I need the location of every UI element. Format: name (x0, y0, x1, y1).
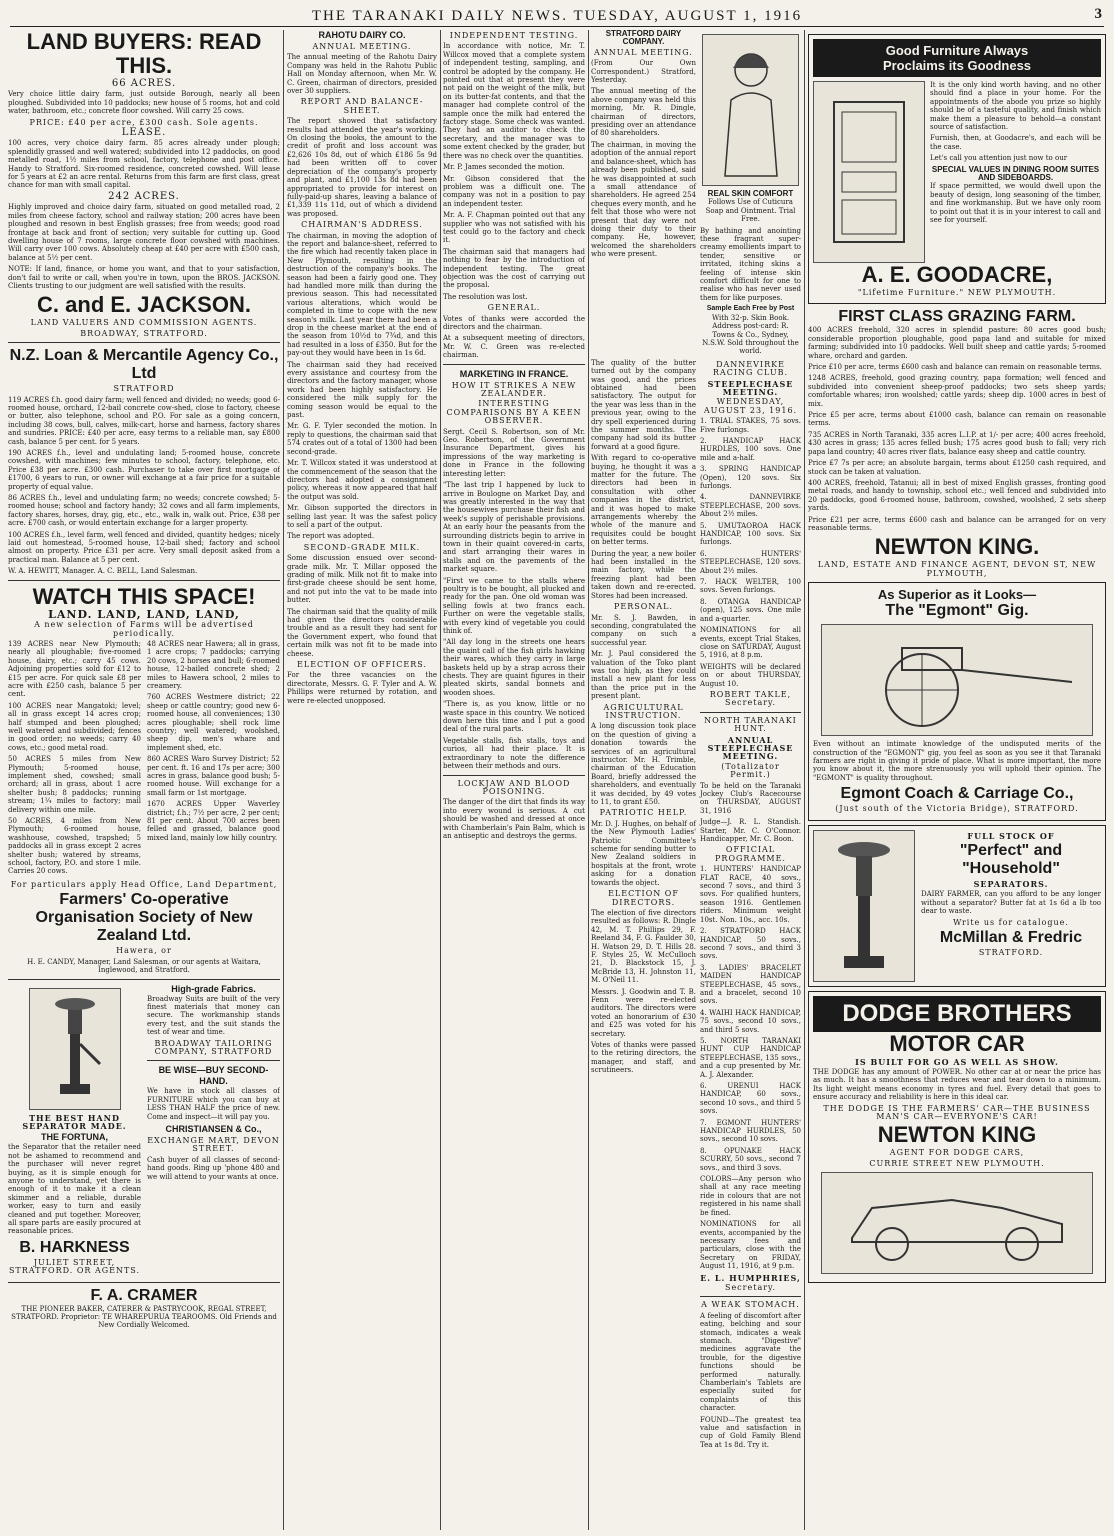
mcmillan-sub: STRATFORD. (978, 948, 1044, 958)
subheading: INDEPENDENT TESTING. (449, 31, 579, 40)
subheading: SECOND-GRADE MILK. (303, 542, 421, 552)
nz-listing-190: 190 ACRES f.h., level and undulating land; 5-roomed house, concrete cowshed, with machines; few minutes to school, factory, telephone, etc. Price £38 per acre. £300 cash. Purchaser to take over first mortgage of £1700, 6 years to run, or owner will exchange at a fair price for a suitable property of equal value. (8, 449, 280, 491)
article-paragraph: Sergt. Cecil S. Robertson, son of Mr. Geo. Robertson, of the Government Insurance Department, gives his impressions of the way marketing is done in France in the following interesting letter: (443, 427, 585, 478)
woman-illustration (702, 34, 799, 186)
article-paragraph: The chairman said that managers had nothing to fear by the introduction of independent testing. The great objection was the cost of carrying out the proposal. (443, 247, 585, 290)
weights: WEIGHTS will be declared on or about THURSDAY, August 10. (700, 662, 801, 688)
article-paragraph: In accordance with notice, Mr. T. Willcox moved that a complete system of independent testing, sampling, and control be adopted by the company. He pointed out that at present they were not paid on the weight of the milk, but on its butter-fat contents, and that the manager had complete control of the sample once the milk had entered the factory stage. Some check was wanted. They had an auditor to check the secretary, and the manager was to some extent checked by the grader, but there was no check over the quantities. (443, 42, 585, 160)
separators-ad (808, 825, 1106, 987)
article-paragraph: Votes of thanks were accorded the directors and the chairman. (443, 314, 585, 331)
jackson-address: BROADWAY, STRATFORD. (80, 328, 208, 338)
held-text: To be held on the Taranaki Jockey Club's Racecourse on THURSDAY, AUGUST 31, 1916 (700, 781, 801, 815)
fortuna-text: the Separator that the retailer need not be ashamed to recommend and the purchaser will never regret buying, as it is simple enough for anyone to understand, yet there is enough of it to make it a clean skimmer and a reliable, durable worker, easy to turn and easily cleaned and put together. Moreover, all spare parts are easily procured at reasonable prices. (8, 1143, 141, 1236)
car-icon (832, 1178, 1082, 1268)
programme-entry: 1. HUNTERS' HANDICAP FLAT RACE, 40 sovs., second 7 sovs., and third 3 sovs. For qualified hunters, season 1916. Gentlemen riders. Minimum weight 10st. Non. 10s., acc. 10s. (700, 865, 801, 924)
acres66-text: Very choice little dairy farm, just outside Borough, nearly all been ploughed. Subdivided into 10 paddocks; new house of 5 rooms, hot and cold water, bathroom, etc.; concrete floor cowshed. Will carry 25 cows. (8, 90, 280, 116)
subheading: ELECTION OF OFFICERS. (297, 660, 427, 670)
woman-portrait-icon (711, 40, 791, 180)
farm-listing: 860 ACRES Waro Survey District; 52 per cent. ft. 16 and 17s per acre; 300 acres in grass, balance good bush; 5-roomed house. Will exchange for a small farm or 1st mortgage. (147, 755, 280, 797)
gig-text: Even without an intimate knowledge of the undisputed merits of the construction of the "EGMONT" gig, you feel as soon as you see it that Taranaki farmers are right in giving it pride of place. What is more important, the more you know about it, the more strenuously you will uphold their opinion. The "EGMONT" is quality throughout. (813, 740, 1101, 782)
judge-text: Judge—J. R. L. Standish. Starter, Mr. C. O'Connor. Handicapper, Mr. C. Boon. (700, 818, 801, 844)
separator-icon (40, 994, 110, 1104)
marketing-heading: MARKETING IN FRANCE. (459, 368, 569, 379)
farmers-place: Hawera, or (116, 946, 172, 956)
farm-listing: 48 ACRES near Hawera; all in grass, 1 acre crops; 7 paddocks; carrying 20 cows, 2 horses and bull; 6-roomed house, 12-bailed concrete shed; 2 miles to Hawera school, 2 miles to creamery. (147, 639, 280, 690)
grazing-price: Price £10 per acre, terms £600 cash and balance can remain on reasonable terms. (808, 363, 1102, 372)
column-rule (804, 30, 805, 1530)
masthead (10, 6, 1104, 27)
article-paragraph: Mr. D. J. Hughes, on behalf of the New Plymouth Ladies' Patriotic Committee's scheme for sending butter to New Zealand soldiers in hospitals at the front, wrote asking for a donation towards the object. (591, 819, 696, 887)
car-illustration (821, 1172, 1093, 1274)
land-row: LAND. LAND, LAND, LAND, (48, 607, 240, 621)
land-buyers-heading: LAND BUYERS: READ THIS. (26, 30, 262, 78)
subheading: AGRICULTURAL INSTRUCTION. (603, 702, 684, 720)
article-paragraph: Mr. A. F. Chapman pointed out that any supplier who was not satisfied with his test could go to the factory and check it. (443, 211, 585, 245)
grazing-listing: 400 ACRES, freehold, Tatanui; all in best of mixed English grasses, fronting good metal roads, and handy to township, school etc.; well fenced and subdivided into 20 paddocks, good 6-roomed house, bathroom, cowshed, woolshed, 2 sets sheep yards. (808, 478, 1106, 513)
column-1 (8, 30, 280, 1530)
divider (8, 979, 280, 980)
humphries-name: E. L. HUMPHRIES, (700, 1272, 801, 1283)
race-entry: 6. HUNTERS' STEEPLECHASE, 120 sovs. About 2½ miles. (700, 549, 801, 575)
divider (8, 342, 280, 343)
column-2 (287, 30, 437, 1530)
divider (443, 775, 585, 776)
dodge-ad (808, 991, 1106, 1284)
article-paragraph: At a subsequent meeting of directors, Mr. W. C. Green was re-elected chairman. (443, 334, 585, 360)
race-entry: 8. OTANGA HANDICAP (open), 125 sovs. One mile and a-quarter. (700, 597, 801, 623)
article-paragraph: With regard to co-operative buying, he thought it was a matter for the future. The directors had been in consultation with other companies in the district, and it was hoped to make arrangements whereby the whole of the manure and requisites could be bought on better terms. (591, 454, 696, 547)
dodge-text: THE DODGE has any amount of POWER. No other car at or near the price has as much. It has a smoothness that reduces wear and tear down to a minimum. Its light weight means economy in tyres and fuel. Every detail that goes to ensure accuracy and reliability is here in this ideal car. (813, 1068, 1101, 1102)
farm-listing: 139 ACRES near New Plymouth; nearly all ploughable; five-roomed house, dairy, etc.; carry 45 cows. Adjoining properties sold for £12 to £15 per acre. For quick sale £8 per acre with £250 cash, balance 5 per cent. (8, 639, 141, 699)
col4-top (591, 30, 801, 359)
race-entry: 2. HANDICAP HACK HURDLES, 100 sovs. One mile and a-half. (700, 436, 801, 462)
stratford-heading: STRATFORD DAIRY COMPANY. (605, 30, 682, 47)
cramer-text: THE PIONEER BAKER, CATERER & PASTRYCOOK, REGAL STREET, STRATFORD. Proprietor: TE WHAREPURUA TEAROOMS. Old Friends and New Cordially Welcomed. (11, 1304, 277, 1330)
christiansen-address: EXCHANGE MART, DEVON STREET. (147, 1135, 280, 1154)
sep-text: DAIRY FARMER, can you afford to be any longer without a separator? Butter fat at 1s 6d a lb too dear to waste. (921, 890, 1101, 916)
article-paragraph: Mr. S. J. Bawden, in seconding, congratulated the company on such a successful year. (591, 613, 696, 647)
goodacre-p3: Let's call you attention just now to our (930, 154, 1068, 163)
masthead-title: THE TARANAKI DAILY NEWS. TUESDAY, AUGUST 1, 1916 (311, 7, 803, 24)
subheading: REPORT AND BALANCE-SHEET. (300, 97, 424, 115)
nominations: NOMINATIONS for all events, except Trial Stakes, close on SATURDAY, August 5, 1916, at 8 p.m. (700, 626, 801, 660)
farm-listings (8, 640, 280, 879)
divider (443, 364, 585, 365)
acres66-price: PRICE: £40 per acre, £300 cash. Sole agents. (29, 117, 259, 127)
goodacre-tagline: "Lifetime Furniture." NEW PLYMOUTH. (857, 288, 1057, 297)
grazing-price: Price £21 per acre, terms £600 cash and balance can be arranged for on very reasonable terms. (808, 515, 1106, 532)
bottom-ads (8, 984, 280, 1278)
article-paragraph: "The last trip I happened by luck to arrive in Boulogne on Market Day, and was greatly interested in the way that the housewives purchase their fish and week's supply of perishable provisions. At an early hour the peasants from the surrounding districts begin to arrive in town in their quaint covered-in carts, and start arranging their wares in stalls and on the pavements of the market square. (443, 481, 585, 574)
sep-write: Write us for catalogue. (953, 917, 1069, 927)
subheading: PERSONAL. (614, 602, 673, 612)
acres242-text: Highly improved and choice dairy farm, situated on good metalled road, 2 miles from cheese factory, school and railway station; 200 acres have been ploughed and resown in best English grasses; free from weeds; good road frontage at back and front of section; very suitable for cutting up. Good dwelling house of 7 rooms, large concrete floor cowshed with machines. Will carry over 100 cows. Absolutely cheap at £40 per acre with £500 cash, balance at 5½ per cent. (8, 203, 280, 262)
article-paragraph: The chairman said they had received every assistance and courtesy from the directors and the factory manager, whose work had been highly satisfactory. He considered the milk supply for the coming season would be equal to the past. (287, 360, 437, 420)
subheading: HOW IT STRIKES A NEW ZEALANDER. (451, 380, 577, 399)
programme-entry: 7. EGMONT HUNTERS' HANDICAP HURDLES, 50 sovs., second 10 sovs. (700, 1118, 801, 1144)
note: NOTE: If land, finance, or home you want, and that to your satisfaction, don't fail to write or call, when you're in town, upon the BROS. JACKSON. Clients trusting to our judgment are well satisfied with the results. (8, 265, 280, 290)
cuticura-heading: REAL SKIN COMFORT (707, 189, 794, 198)
subheading: ANNUAL MEETING. (594, 47, 693, 57)
goodacre-p4: If space permitted, we would dwell upon the beauty of design, long seasoning of the timber, and fine workmanship. But we have only room to point out that it is in your interest to call and see for yourself. (930, 182, 1101, 225)
programme-entry: 2. STRATFORD HACK HANDICAP, 50 sovs., second 7 sovs., and third 3 sovs. (700, 927, 801, 961)
separators-text (921, 830, 1101, 982)
article-paragraph: Mr. Gibson supported the directors in selling last year. It was the safest policy to sell a part of the output. (287, 504, 437, 529)
fortuna-name: THE FORTUNA, (41, 1132, 108, 1143)
hunt-heading: NORTH TARANAKI HUNT. (704, 715, 797, 734)
race-entry: 5. UMUTAOROA HACK HANDICAP, 100 sovs. Six furlongs. (700, 521, 801, 547)
newton-king-2: NEWTON KING (877, 1122, 1037, 1148)
article-paragraph: The danger of the dirt that finds its way into every wound is serious. A cut should be washed and dressed at once with Chamberlain's Pain Balm, which is an antiseptic and destroys the germs. (443, 798, 585, 840)
separator-icon (824, 836, 904, 976)
farm-listing: 1670 ACRES Upper Waverley district; f.h.; 7½ per acre, 2 per cent; 81 per cent. About 700 acres been felled and grassed, balance good mixed land, mainly low hilly country. (147, 800, 280, 842)
goodacre-p1: It is the only kind worth having, and no other should find a place in your home. For the appointments of the abode you prize so highly should be of a tasteful quality, and finish which make them a pleasure to behold—a constant source of satisfaction. (930, 81, 1101, 132)
race-entry: 3. SPRING HANDICAP (Open), 120 sovs. Six furlongs. (700, 465, 801, 490)
steeplechase-date: WEDNESDAY, AUGUST 23, 1916. (703, 397, 798, 415)
divider (700, 1296, 801, 1297)
grazing-heading: FIRST CLASS GRAZING FARM. (838, 308, 1076, 326)
article-paragraph: The chairman, in moving the adoption of the annual report and balance-sheet, which has already been published, said he was disappointed at such a small attendance of shareholders. He agreed 254 cheques every month, and he felt that those who were not present that day were not doing their duty to their company. He, however, welcomed the shareholders who were present. (591, 140, 696, 259)
subheading: CHAIRMAN'S ADDRESS. (301, 220, 423, 230)
nz-listing-119: 119 ACRES f.h. good dairy farm; well fenced and divided; no weeds; good 6-roomed house, orchard, 12-bail concrete cow-shed, close to factory, cheese or butter, also telephone, school and P.O. For sale as a going concern, including 38 cows, bull, calves, milk-cart, horse and harness, factory shares and sundries. PRICE: £40 per acre, easy terms to a reliable man, say £800 cash, balance 5 per cent. for 5 years. (8, 395, 280, 446)
column-rule (588, 30, 589, 1530)
found-text: FOUND—The greatest tea value and satisfaction in cup of Gold Family Blend Tea at 1s 8d. Try it. (700, 1415, 801, 1449)
newton-king-heading: NEWTON KING. (874, 534, 1040, 560)
column-rule (440, 30, 441, 1530)
stratford-article (591, 30, 696, 359)
cuticura-tagline: Follows Use of Cuticura Soap and Ointment. Trial Free. (705, 198, 796, 224)
article-paragraph: The election of five directors resulted as follows: R. Dingle 42, M. T. Phillips 29, F. Reeland 34, F. G. Faulder 30, H. Watson 29, D. T. Hills 28. F. Styles 25, W. McCulloch 21, D. Blackstock 15, J. McBride 13, H. Johnston 11, M. O'Neil 11. (591, 908, 696, 985)
hg-title: High-grade Fabrics. (171, 983, 256, 994)
totalizator: (Totalizator Permit.) (721, 761, 780, 780)
programme-entry: 5. NORTH TARANAKI HUNT CUP HANDICAP STEEPLECHASE, 135 sovs., and a cup presented by Mr. A. J. Alexander. (700, 1036, 801, 1079)
newton-king-2-address: CURRIE STREET NEW PLYMOUTH. (869, 1158, 1045, 1168)
programme-entry: 6. URENUI HACK HANDICAP, 60 sovs., second 10 sovs., and third 5 sovs. (700, 1082, 801, 1116)
egmont-sub: (Just south of the Victoria Bridge), STRATFORD. (835, 804, 1079, 814)
jackson-name: C. and E. JACKSON. (37, 292, 251, 318)
column-4 (591, 30, 801, 1530)
goodacre-name: A. E. GOODACRE, (861, 262, 1053, 287)
christiansen-name: CHRISTIANSEN & Co., (165, 1123, 262, 1134)
annual-steeplechase: ANNUAL STEEPLECHASE MEETING. (707, 734, 794, 762)
farm-listing: 50 ACRES 5 miles from New Plymouth; 5-roomed house, implement shed, cowshed; small orchard; all in grass, about 1 acre shelter bush; 8 paddocks; running stream; 1¼ miles to factory; mail delivery within one mile. (8, 755, 141, 814)
farm-listing: 100 ACRES near Mangatoki; level; all in grass except 14 acres crop; half stumped and been ploughed; well watered and subdivided; fences in good order; no weeds; carry 40 cows, etc.; good metal road. (8, 701, 141, 752)
dodge-sub: IS BUILT FOR GO AS WELL AS SHOW. (855, 1056, 1059, 1067)
article-paragraph: The chairman, in moving the adoption of the report and balance-sheet, referred to the fire which had recently taken place in New Plymouth, resulting in the destruction of the company's books. The season had been a fairly good one. They had handled more milk than during the previous season. This had necessitated various alterations, which would be completed in time to cope with the new season's milk. Last year there had been a drop in the cheese market at the end of the season from 10½d to 7¾d, and this had resulted in a loss of £350. But for the pay-out they would have been in 1s 6d. (287, 231, 437, 358)
goodacre-body (813, 81, 1101, 263)
nz-listing-100: 100 ACRES f.h., level farm, well fenced and divided, quantity hedges; nicely laid out homestead, 5-roomed house, 12-bail shed; factory and school almost on property. Price £31 per acre. Very small deposit asked from a practical man. Balance at 5 per cent. (8, 530, 280, 564)
sep-heading-2: "Perfect" and "Household" (959, 842, 1063, 877)
article-paragraph: "There is, as you know, little or no waste space in this country. We noticed down here this time and I put a good deal of the rural parts. (443, 700, 585, 734)
rahotu-heading: RAHOTU DAIRY CO. (318, 30, 406, 40)
dodge-heading: DODGE BROTHERS (813, 996, 1101, 1032)
divider (700, 712, 801, 713)
page-number: 3 (1094, 6, 1104, 22)
article-paragraph: The chairman said that the quality of milk had given the directors considerable trouble and as a result they had sent for the Government expert, who found that certain milk was not fit to be made into cheese. (287, 607, 437, 658)
steeplechase-heading: STEEPLECHASE MEETING. (707, 378, 794, 397)
goodacre-special: SPECIAL VALUES IN DINING ROOM SUITES AND SIDEBOARDS. (931, 164, 1100, 183)
subheading: PATRIOTIC HELP. (599, 808, 688, 818)
particulars: For particulars apply Head Office, Land Department, (10, 879, 278, 889)
cabinet-illustration (813, 81, 925, 263)
nz-loan-heading: N.Z. Loan & Mercantile Agency Co., Ltd (9, 347, 279, 383)
sep-heading-1: FULL STOCK OF (967, 830, 1055, 841)
article-paragraph: The annual meeting of the above company was held this morning, Mr. R. Dingle, chairman of directors, presiding over an attendance of 80 shareholders. (591, 87, 696, 138)
article-paragraph: Some discussion ensued over second-grade milk. Mr. T. Millar opposed the grading of milk. Milk not fit to make into first-grade cheese should be sent home, and not put into the vat to be made into butter. (287, 554, 437, 605)
lease-heading: LEASE. (121, 127, 167, 139)
race-entry: 4. DANNEVIRKE STEEPLECHASE, 200 sovs. About 2½ miles. (700, 493, 801, 519)
egmont-name: Egmont Coach & Carriage Co., (840, 785, 1074, 803)
goodacre-text (930, 81, 1101, 263)
article-paragraph: Mr. Gibson considered that the problem was a difficult one. The company was not in a position to pay an independent tester. (443, 174, 585, 208)
nz-loan-place: STRATFORD (113, 384, 175, 394)
harkness-name: B. HARKNESS (19, 1238, 130, 1256)
cabinet-icon (824, 92, 914, 252)
farmers-agents: H. E. CANDY, Manager, Land Salesman, or our agents at Waitara, Inglewood, and Stratford. (27, 957, 261, 975)
goodacre-p2: Furnish, then, at Goodacre's, and each will be the case. (930, 134, 1101, 151)
goodacre-heading-1: Good Furniture Always (885, 43, 1029, 58)
goodacre-heading-2: Proclaims its Goodness (882, 58, 1032, 73)
gig-icon (832, 630, 1082, 730)
goodacre-ad (808, 34, 1106, 304)
programme-entry: 8. OPUNAKE HACK SCURRY, 50 sovs., second 7 sovs., and third 3 sovs. (700, 1146, 801, 1172)
hg-sign: BROADWAY TAILORING COMPANY, STRATFORD (154, 1038, 273, 1056)
race-entry: 7. HACK WELTER, 100 sovs. Seven furlongs. (700, 578, 801, 595)
grazing-listing: 1248 ACRES, freehold, good grazing country, papa formation; well fenced and subdivided into convenient sheep-proof paddocks; two sets sheep yards; comfortable whares; iron woolshed; cattle yards; sheep dip. 1000 acres in best of mix. (808, 374, 1106, 408)
goodacre-banner (813, 39, 1101, 77)
weak-heading: A WEAK STOMACH. (701, 1300, 800, 1310)
stratford-continued (591, 359, 696, 1453)
separator-caption: THE BEST HAND SEPARATOR MADE. (22, 1112, 127, 1131)
article-paragraph: "First we came to the stalls where poultry is to be bought, all plucked and ready for the pan. One old woman was selling fowls at two francs each. Further on were the vegetable stalls, with every kind of vegetable you could think of. (443, 576, 585, 635)
article-paragraph: Vegetable stalls, fish stalls, toys and curios, all had their place. It is extraordinary to note the difference between their methods and ours. (443, 736, 585, 771)
harkness-address: JULIET STREET, STRATFORD. OR AGENTS. (8, 1257, 141, 1276)
article-paragraph: For the three vacancies on the directorate, Messrs. G. F. Tyler and A. W. Phillips were returned by rotation, and were re-elected unopposed. (287, 671, 437, 705)
gig-heading-2: The "Egmont" Gig. (885, 602, 1029, 620)
robert-takle: ROBERT TAKLE, Secretary. (709, 689, 792, 708)
racing-club: DANNEVIRKE RACING CLUB. (712, 359, 789, 378)
cuticura-text: By bathing and anointing these fragrant super-creamy emollients impart to tender, sensitive or irritated, itching skins a feeling of intense skin comfort difficult for one to realise who has never used them for like purposes. (700, 226, 801, 302)
farm-listings-left (8, 640, 141, 879)
cuticura-address: With 32-p. Skin Book. Address post-card: R. Towns & Co., Sydney, N.S.W. Sold throughout the world. (702, 313, 799, 356)
fortuna-ad (8, 984, 141, 1278)
grazing-price: Price £7 7s per acre; an absolute bargain, terms about £1250 cash required, and stock can be taken at valuation. (808, 459, 1106, 476)
subheading: ELECTION OF DIRECTORS. (608, 889, 679, 907)
cuticura-ad (700, 30, 801, 359)
article-paragraph: Mr. G. F. Tyler seconded the motion. In reply to questions, the chairman said that 574 crates out of a total of 1300 had been second-grade. (287, 422, 437, 456)
gig-illustration (821, 624, 1093, 736)
subheading: LOCKJAW AND BLOOD POISONING. (457, 778, 571, 796)
jackson-sub: LAND VALUERS AND COMMISSION AGENTS. (30, 318, 258, 328)
programme-entry: 3. LADIES' BRACELET MAIDEN HANDICAP STEEPLECHASE, 45 sovs., and a bracelet, second 10 sovs. (700, 963, 801, 1006)
newton-king-sub: LAND, ESTATE AND FINANCE AGENT, DEVON ST, NEW PLYMOUTH, (817, 560, 1097, 578)
new-selection: A new selection of Farms will be advertised periodically. (34, 620, 254, 638)
programme-entry: 4. WAIHI HACK HANDICAP, 75 sovs., second 10 sovs., and third 5 sovs. (700, 1008, 801, 1034)
mcmillan-name: McMillan & Fredric (939, 929, 1083, 947)
nz-listing-86: 86 ACRES f.h., level and undulating farm; no weeds; concrete cowshed; 5-roomed house; school and factory handy; 32 cows and all farm implements, factory shares, horses, dray, gig, etc., etc., walk in, walk out. Price, £38 per acre. £700 cash, or would entertain exchange for a larger property. (8, 494, 280, 528)
gig-heading-1: As Superior as it Looks— (877, 587, 1037, 603)
article-paragraph: Mr. P. James seconded the motion. (443, 163, 565, 172)
dodge-motorcar: MOTOR CAR (889, 1030, 1025, 1056)
rahotu-annual: ANNUAL MEETING. (312, 42, 412, 51)
separator-illustration (813, 830, 915, 982)
col4-body (591, 359, 801, 1453)
article-paragraph: The annual meeting of the Rahotu Dairy Company was held in the Rahotu Public Hall on Monday afternoon, when Mr. W. C. Green, chairman of directors, presided over 30 suppliers. (287, 53, 437, 96)
article-paragraph: The report was adopted. (287, 532, 375, 541)
christiansen-cash: Cash buyer of all classes of second-hand goods. Ring up 'phone 480 and we will attend to your wants at once. (147, 1155, 280, 1181)
race-entry: 1. TRIAL STAKES, 75 sovs. Five furlongs. (700, 417, 801, 434)
watch-heading: WATCH THIS SPACE! (32, 583, 256, 609)
subheading: INTERESTING COMPARISONS BY A KEEN OBSERVER. (446, 399, 582, 426)
dodge-text-2: THE DODGE IS THE FARMERS' CAR—THE BUSINESS MAN'S CAR—EVERYONE'S CAR! (823, 1103, 1091, 1122)
article-paragraph: The report showed that satisfactory results had attended the year's working. On closing the books, the amount to the credit of profit and loss account was £2,626 10s 8d, out of which £186 5s 9d had been written off to cover depreciation of the company's property and plant, and £1,100 13s 8d had been appropriated to provide for interest on fully-paid-up shares, leaving a balance of £1,339 11s 11d, out of which a dividend was proposed. (287, 117, 437, 218)
article-paragraph: Votes of thanks were passed to the retiring directors, the manager, and staff, and scrutineers. (591, 1041, 696, 1075)
article-paragraph: During the year, a new boiler had been installed in the main factory, while the freezing plant had been taken down and re-erected. Stores had been increased. (591, 549, 696, 600)
article-paragraph: Mr. T. Willcox stated it was understood at the commencement of the season that the directors had adopted a consignment policy, whereas it now appeared that half the output was sold. (287, 459, 437, 501)
article-paragraph: "All day long in the streets one hears the quaint call of the fish girls hawking their wares, which they carry in large baskets held up by a strap across their chests. They are quaint figures in their pleated skirts, sandal bonnets and wooden shoes. (443, 638, 585, 697)
bewise-text: We have in stock all classes of FURNITURE which you can buy at LESS THAN HALF the price of new. Come and inspect—it will pay you. (147, 1087, 280, 1121)
newton-king-2-sub: AGENT FOR DODGE CARS, (889, 1148, 1025, 1158)
acres242-heading: 242 ACRES. (108, 190, 180, 202)
hg-text: Broadway Suits are built of the very finest materials that money can secure. The workmanship stands every test, and the suit stands the test of wear and time. (147, 994, 280, 1037)
acres66-heading: 66 ACRES. (111, 78, 177, 89)
article-paragraph: A long discussion took place on the question of giving a donation towards the services of an agricultural instructor. Mr. H. Trimble, chairman of the Education Board, briefly addressed the shareholders, and eventually it was decided, by 49 votes to 11, to grant £50. (591, 722, 696, 807)
sep-heading-3: SEPARATORS. (973, 879, 1049, 889)
nominations2: NOMINATIONS for all events, accompanied by the necessary fees and particulars, close with the Secretary on FRIDAY, August 11, 1916, at 9 p.m. (700, 1220, 801, 1271)
column-rule (283, 30, 284, 1530)
cuticura-sample: Sample Each Free by Post (706, 305, 795, 313)
divider (8, 580, 280, 581)
official-programme: OFFICIAL PROGRAMME. (715, 845, 786, 863)
racing-ads (700, 359, 801, 1453)
egmont-gig-ad (808, 582, 1106, 820)
weak-text: A feeling of discomfort after eating, belching and sour stomach, indicates a weak stomach. "Digestive" medicines aggravate the trouble, for the digestive functions should be performed naturally. Chamberlain's Tablets are especially suited for complaints of this character. (700, 1311, 801, 1413)
article-paragraph: The resolution was lost. (443, 292, 528, 301)
farm-listing: 50 ACRES, 4 miles from New Plymouth; 6-roomed house, washhouse, cowshed, trapshed; 5 paddocks all in grass except 2 acres shelter bush; watered by streams, school, factory, P.O. and store 1 mile. Carries 20 cows. (8, 817, 141, 876)
divider (147, 1060, 280, 1061)
separator-illustration (29, 988, 121, 1110)
divider (8, 1282, 280, 1283)
article-paragraph: Messrs. J. Goodwin and T. B. Fenn were re-elected auditors. The directors were voted an honorarium of £30 and £25 was voted for his secretary. (591, 987, 696, 1038)
colors-text: COLORS—Any person who shall at any race meeting ride in colours that are not registered in his name shall be fined. (700, 1175, 801, 1217)
farm-listings-right (147, 640, 280, 879)
lease-text: 100 acres, very choice dairy farm. 85 acres already under plough; splendidly grassed and well watered; subdivided into 12 paddocks, on good metalled road, 1½ miles from school, factory, telephone and post office. Handy to Stratford. Six-roomed residence, concreted cowshed. Will lease for 5 years at £2 an acre rental. Returns from this farm are first class, great chance for man with small capital. (8, 139, 280, 190)
farmers-heading: Farmers' Co-operative Organisation Society of New Zealand Ltd. (35, 891, 253, 945)
grazing-listing: 400 ACRES freehold, 320 acres in splendid pasture: 80 acres good bush; considerable proportion ploughable, good papa land and suitable for mixed farming; subdivided into 10 paddocks. Well built sheep and cattle yards; 5-roomed whare, orchard and garden. (808, 326, 1106, 360)
subheading: GENERAL. (487, 303, 541, 313)
column-3 (443, 30, 585, 1530)
article-paragraph: (From Our Own Correspondent.) Stratford, Yesterday. (591, 59, 696, 85)
article-paragraph: The quality of the butter turned out by the company was good, and the prices obtained had been satisfactory. The output for the year was less than in the previous year, owing to the dry spell experienced during the summer months. The company had sold its butter forward at a good figure. (591, 358, 696, 451)
grazing-listing: 735 ACRES in North Taranaki, 335 acres L.I.P. at 1/- per acre; 400 acres freehold, 430 acres in grass; 135 acres felled bush; 175 acres good bush to fall; very rich papa land country; 40 acres river flats, balance easy sheep and cattle country. (808, 430, 1106, 456)
right-ads (147, 984, 280, 1278)
bewise-heading: BE WISE—BUY SECOND-HAND. (158, 1065, 269, 1087)
nz-signature: W. A. HEWITT, Manager. A. C. BELL, Land Salesman. (8, 567, 198, 576)
cramer-name: F. A. CRAMER (90, 1286, 198, 1304)
article-paragraph: Mr. J. Paul considered the valuation of the Toko plant was too high, as they could install a new plant for less than the price put in the present plant. (591, 650, 696, 701)
column-5 (808, 30, 1106, 1530)
grazing-price: Price £5 per acre, terms about £1000 cash, balance can remain on reasonable terms. (808, 411, 1106, 428)
farm-listing: 760 ACRES Westmere district; 22 sheep or cattle country; good new 6-roomed house, all conveniences; 130 acres ploughable; shell rock lime country; well watered; woolshed, sheep dip, men's whare and implement shed, etc. (147, 693, 280, 752)
humphries-sec: Secretary. (724, 1282, 777, 1292)
